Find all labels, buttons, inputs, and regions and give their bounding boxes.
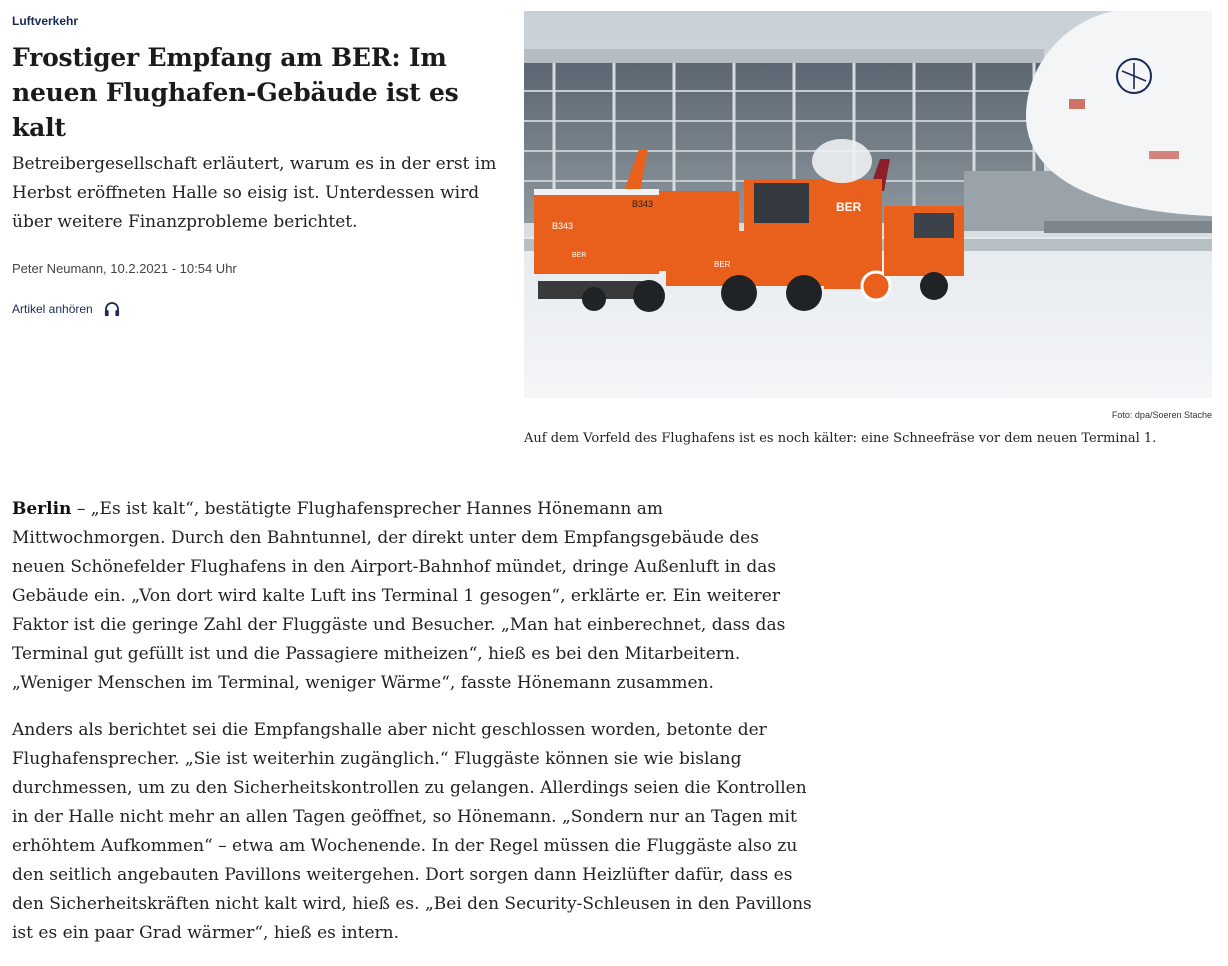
article-byline: Peter Neumann, 10.2.2021 - 10:54 Uhr (12, 261, 237, 276)
article-headline: Frostiger Empfang am BER: Im neuen Flughafen-Gebäude ist es kalt (12, 43, 459, 142)
photo-caption: Auf dem Vorfeld des Flughafens ist es noch kälter: eine Schneefräse vor dem neuen Terminal 1. (524, 431, 1157, 446)
listen-article-button[interactable] (12, 300, 121, 318)
dateline: Berlin (12, 499, 72, 519)
category-kicker[interactable]: Luftverkehr (12, 14, 79, 28)
vehicle-label: BER (836, 200, 862, 214)
body-paragraph: Anders als berichtet sei die Empfangshalle aber nicht geschlossen worden, betonte der Flughafensprecher. „Sie ist weiterhin zugänglich.“ Fluggäste können sie wie bislang durchmessen, um zu den Sicherheitskontrollen zu gelangen. Allerdings seien die Kontrollen in der Halle nicht mehr an allen Tagen geöffnet, so Hönemann. „Sondern nur an Tagen mit erhöhtem Aufkommen“ – etwa am Wochenende. In der Regel müssen die Fluggäste also zu den seitlich angebauten Pavillons weitergehen. Dort sorgen dann Heizlüfter dafür, dass es den Sicherheitskräften nicht kalt wird, hieß es. „Bei den Security-Schleusen in den Pavillons ist es ein paar Grad wärmer“, hieß es intern. (12, 720, 812, 943)
vehicle-label: BER (714, 260, 731, 269)
headphones-icon (103, 300, 121, 318)
listen-label: Artikel anhören (12, 302, 93, 316)
article-body (12, 495, 812, 966)
article-photo (524, 11, 1212, 398)
paragraph-text: – „Es ist kalt“, bestätigte Flughafensprecher Hannes Hönemann am Mittwochmorgen. Durch den Bahntunnel, der direkt unter dem Empfangsgebäude des neuen Schönefelder Flughafens in den Airport-Bahnhof mündet, dringe Außenluft in das Gebäude ein. „Von dort wird kalte Luft ins Terminal 1 gesogen“, erklärte er. Ein weiterer Faktor ist die geringe Zahl der Fluggäste und Besucher. „Man hat einberechnet, dass das Terminal gut gefüllt ist und die Passagiere mitheizen“, hieß es bei den Mitarbeitern. „Weniger Menschen im Terminal, weniger Wärme“, fasste Hönemann zusammen. (12, 499, 786, 693)
vehicle-label: BER (572, 252, 587, 259)
body-paragraph (12, 495, 812, 698)
article-teaser: Betreibergesellschaft erläutert, warum es in der erst im Herbst eröffneten Halle so eisig ist. Unterdessen wird über weitere Finanzprobleme berichtet. (12, 154, 497, 232)
vehicle-label: B343 (632, 199, 654, 209)
photo-credit: Foto: dpa/Soeren Stache (1111, 410, 1212, 420)
vehicle-label: B343 (552, 221, 574, 231)
